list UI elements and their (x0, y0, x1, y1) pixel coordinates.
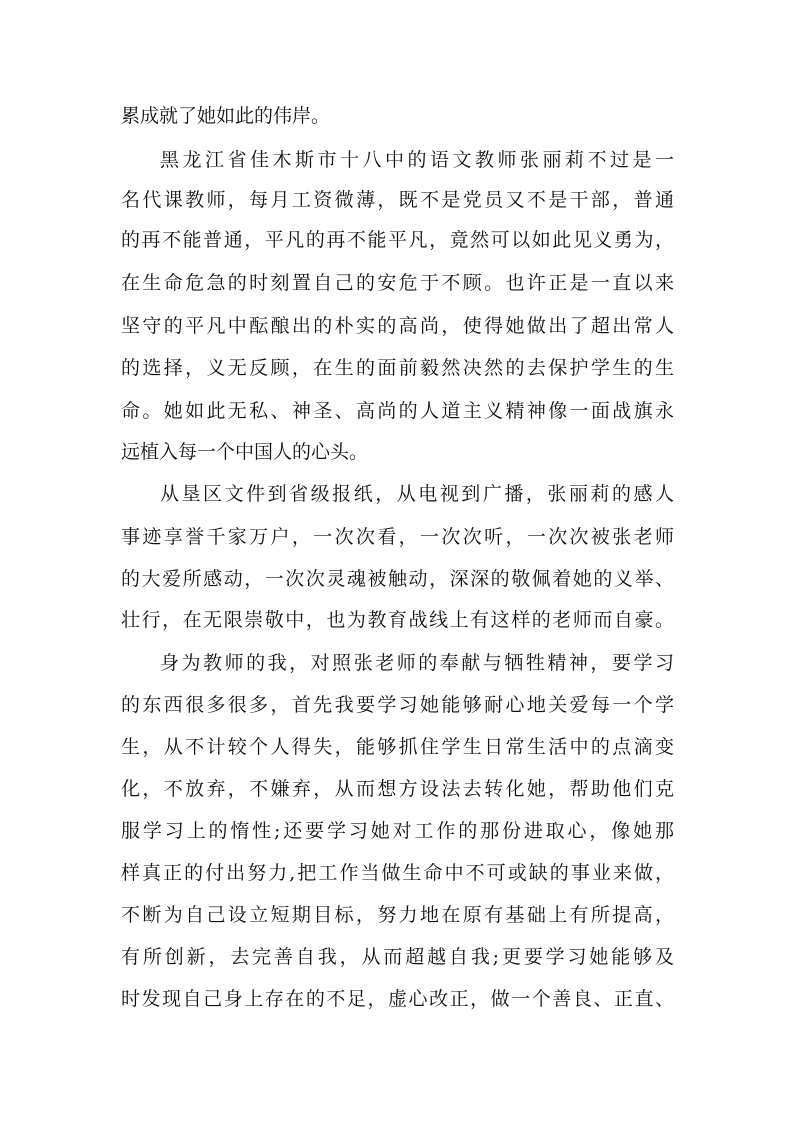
paragraph-line: 服学习上的惰性;还要学习她对工作的那份进取心，像她那 (121, 820, 674, 842)
paragraph-line: 在生命危急的时刻置自己的安危于不顾。也许正是一直以来 (121, 272, 674, 294)
paragraph-line: 生，从不计较个人得失，能够抓住学生日常生活中的点滴变 (121, 736, 674, 758)
paragraph-line: 远植入每一个中国人的心头。 (121, 441, 369, 463)
paragraph-line: 的再不能普通，平凡的再不能平凡，竟然可以如此见义勇为， (121, 229, 674, 251)
paragraph-line: 身为教师的我，对照张老师的奉献与牺牲精神，要学习 (160, 652, 674, 674)
paragraph-line: 的大爱所感动，一次次灵魂被触动，深深的敬佩着她的义举、 (121, 568, 674, 590)
paragraph-line: 壮行，在无限崇敬中，也为教育战线上有这样的老师而自豪。 (121, 609, 674, 631)
paragraph-line: 名代课教师，每月工资微薄，既不是党员又不是干部，普通 (121, 189, 674, 211)
paragraph-line: 样真正的付出努力,把工作当做生命中不可或缺的事业来做， (121, 862, 674, 884)
paragraph-line: 累成就了她如此的伟岸。 (121, 105, 331, 127)
paragraph-line: 的东西很多很多，首先我要学习她能够耐心地关爱每一个学 (121, 694, 674, 716)
paragraph-line: 坚守的平凡中酝酿出的朴实的高尚，使得她做出了超出常人 (121, 315, 674, 337)
paragraph-line: 黑龙江省佳木斯市十八中的语文教师张丽莉不过是一 (160, 149, 674, 171)
paragraph-line: 命。她如此无私、神圣、高尚的人道主义精神像一面战旗永 (121, 400, 674, 422)
paragraph-line: 事迹享誉千家万户，一次次看，一次次听，一次次被张老师 (121, 526, 674, 548)
paragraph-line: 的选择，义无反顾，在生的面前毅然决然的去保护学生的生 (121, 357, 674, 379)
paragraph-line: 有所创新，去完善自我，从而超越自我;更要学习她能够及 (121, 946, 674, 968)
paragraph-line: 化，不放弃，不嫌弃，从而想方设法去转化她，帮助他们克 (121, 778, 674, 800)
paragraph-line: 不断为自己设立短期目标，努力地在原有基础上有所提高， (121, 904, 674, 926)
paragraph-line: 从垦区文件到省级报纸，从电视到广播，张丽莉的感人 (160, 483, 674, 505)
paragraph-line: 时发现自己身上存在的不足，虚心改正，做一个善良、正直、 (121, 988, 674, 1010)
